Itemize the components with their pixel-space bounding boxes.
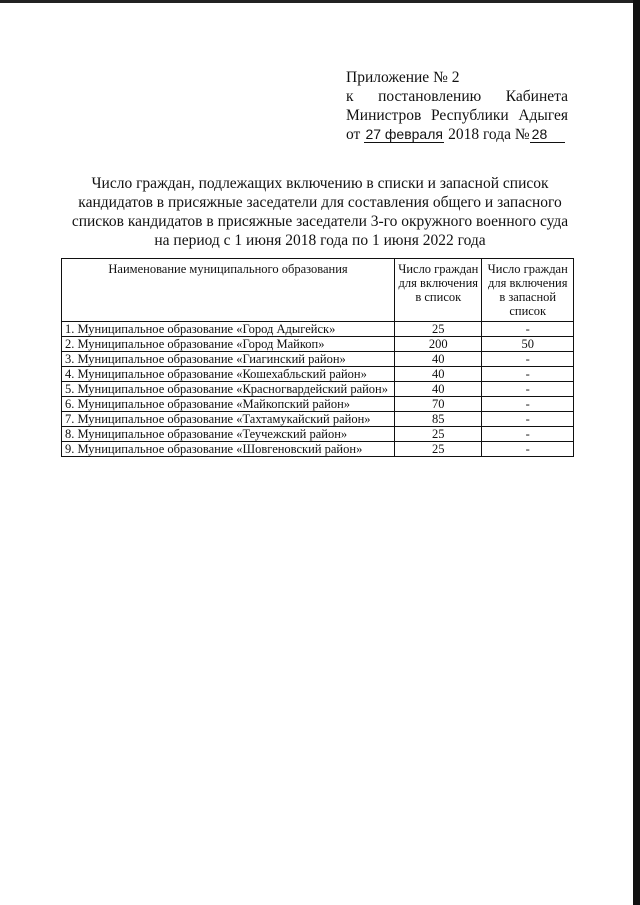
municipality-name: 7. Муниципальное образование «Тахтамукайский район» bbox=[62, 412, 395, 427]
date-prefix: от bbox=[346, 126, 361, 143]
main-count: 25 bbox=[395, 442, 482, 457]
ref-word: к bbox=[346, 88, 354, 105]
table-row bbox=[62, 337, 574, 352]
reserve-count: - bbox=[482, 367, 574, 382]
municipality-name: 2. Муниципальное образование «Город Майкоп» bbox=[62, 337, 395, 352]
reserve-count: - bbox=[482, 382, 574, 397]
table-row bbox=[62, 427, 574, 442]
header-main-count: Число граждан для включения в список bbox=[395, 259, 482, 322]
table-row bbox=[62, 382, 574, 397]
table-row bbox=[62, 352, 574, 367]
reserve-count: - bbox=[482, 442, 574, 457]
document-title bbox=[70, 174, 570, 250]
municipality-name bbox=[62, 382, 395, 397]
municipality-name: 1. Муниципальное образование «Город Адыгейск» bbox=[62, 322, 395, 337]
authority-word: Республики bbox=[430, 107, 509, 124]
header-reserve-count: Число граждан для включения в запасной список bbox=[482, 259, 574, 322]
reserve-count: - bbox=[482, 412, 574, 427]
municipality-name-text: 5. Муниципальное образование «Красногвардейский район» bbox=[65, 382, 388, 396]
ref-word: Кабинета bbox=[505, 88, 568, 105]
table-row bbox=[62, 322, 574, 337]
municipality-name: 6. Муниципальное образование «Майкопский район» bbox=[62, 397, 395, 412]
appendix-date-line bbox=[346, 125, 568, 144]
reserve-count: - bbox=[482, 322, 574, 337]
authority-word: Министров bbox=[346, 107, 422, 124]
municipality-name: 9. Муниципальное образование «Шовгеновский район» bbox=[62, 442, 395, 457]
reserve-count: - bbox=[482, 352, 574, 367]
table-header-row bbox=[62, 259, 574, 322]
appendix-number: Приложение № 2 bbox=[346, 69, 460, 86]
ref-word: постановлению bbox=[378, 88, 482, 105]
date-field: 27 февраля bbox=[365, 126, 443, 142]
title-line: кандидатов в присяжные заседатели для составления общего и запасного bbox=[78, 194, 562, 211]
main-count: 25 bbox=[395, 322, 482, 337]
municipality-name: 4. Муниципальное образование «Кошехабльский район» bbox=[62, 367, 395, 382]
main-count: 85 bbox=[395, 412, 482, 427]
main-count: 200 bbox=[395, 337, 482, 352]
municipality-name: 3. Муниципальное образование «Гиагинский район» bbox=[62, 352, 395, 367]
table-row bbox=[62, 412, 574, 427]
main-count: 25 bbox=[395, 427, 482, 442]
scan-top-edge bbox=[0, 0, 640, 3]
scan-right-edge bbox=[633, 0, 640, 905]
reserve-count: - bbox=[482, 427, 574, 442]
allocation-table-wrap bbox=[61, 258, 574, 457]
table-row bbox=[62, 397, 574, 412]
title-line: на период с 1 июня 2018 года по 1 июня 2022 года bbox=[154, 232, 486, 249]
main-count: 70 bbox=[395, 397, 482, 412]
year-text: 2018 года № bbox=[448, 126, 530, 143]
main-count: 40 bbox=[395, 352, 482, 367]
appendix-reference-line bbox=[346, 87, 568, 106]
authority-word: Адыгея bbox=[518, 107, 568, 124]
main-count: 40 bbox=[395, 382, 482, 397]
appendix-authority-line bbox=[346, 106, 568, 125]
reserve-count: 50 bbox=[482, 337, 574, 352]
title-line: Число граждан, подлежащих включению в списки и запасной список bbox=[91, 175, 549, 192]
table-row bbox=[62, 442, 574, 457]
header-municipality: Наименование муниципального образования bbox=[62, 259, 395, 322]
decree-number-field: 28 bbox=[530, 126, 565, 143]
reserve-count: - bbox=[482, 397, 574, 412]
table-row bbox=[62, 367, 574, 382]
main-count: 40 bbox=[395, 367, 482, 382]
allocation-table bbox=[61, 258, 574, 457]
municipality-name: 8. Муниципальное образование «Теучежский район» bbox=[62, 427, 395, 442]
appendix-header bbox=[346, 68, 568, 144]
title-line: списков кандидатов в присяжные заседатели 3-го окружного военного суда bbox=[71, 213, 569, 230]
